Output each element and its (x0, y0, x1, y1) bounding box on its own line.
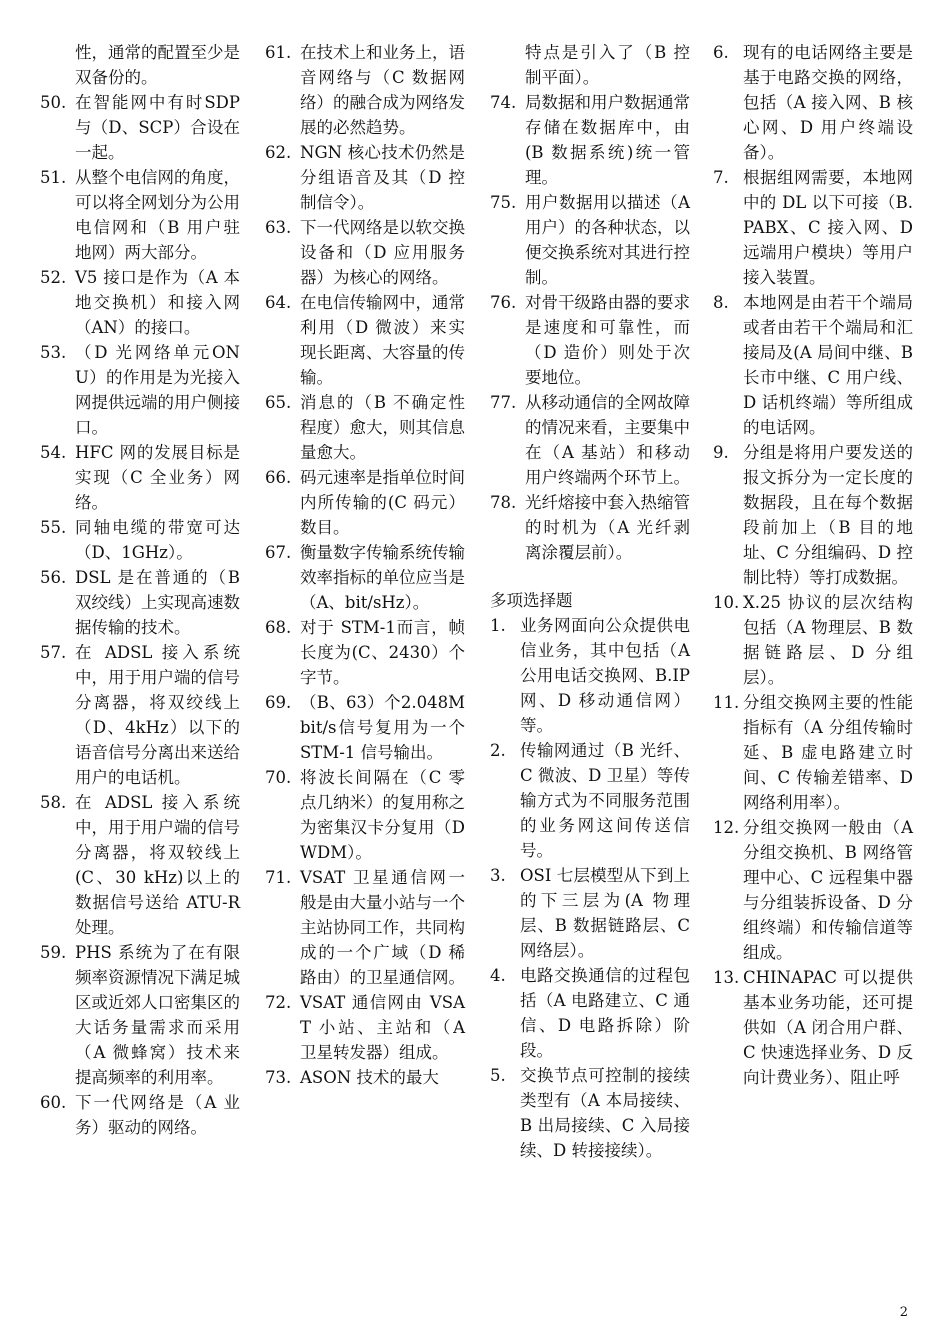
question-number: 6. (713, 43, 729, 62)
question-item (713, 815, 913, 965)
question-number: 67. (265, 543, 292, 562)
question-item (490, 963, 690, 1063)
question-text: （B、63）个2.048Mbit/s信号复用为一个 STM-1 信号输出。 (300, 693, 465, 762)
question-text: ASON 技术的最大 (300, 1068, 439, 1087)
section-heading: 多项选择题 (490, 591, 573, 610)
question-text: 对骨干级路由器的要求是速度和可靠性，而（D 造价）则处于次要地位。 (525, 293, 690, 387)
question-text: VSAT 卫星通信网一般是由大量小站与一个主站协同工作，共同构成的一个广域（D 稀路由）的卫星通信网。 (300, 868, 465, 987)
question-text: 交换节点可控制的接续类型有（A 本局接续、B 出局接续、C 入局接续、D 转接接续）。 (520, 1066, 690, 1160)
question-item (40, 440, 240, 515)
question-number: 4. (490, 966, 506, 985)
question-item (265, 290, 465, 390)
column-3 (490, 40, 690, 1163)
question-item (713, 590, 913, 690)
question-number: 78. (490, 493, 517, 512)
question-number: 74. (490, 93, 517, 112)
question-number: 5. (490, 1066, 506, 1085)
question-text: 同轴电缆的带宽可达（D、1GHz）。 (75, 518, 240, 562)
question-number: 72. (265, 993, 292, 1012)
question-item (265, 865, 465, 990)
question-item (40, 40, 240, 90)
question-item (40, 565, 240, 640)
question-text: 局数据和用户数据通常存储在数据库中，由(B 数据系统)统一管理。 (525, 93, 690, 187)
question-item (265, 540, 465, 615)
question-number: 66. (265, 468, 292, 487)
question-number: 73. (265, 1068, 292, 1087)
question-text: 在 ADSL 接入系统中，用于用户端的信号分离器，将双绞线上（D、4kHz）以下的语音信号分离出来送给用户的电话机。 (75, 643, 240, 787)
question-text: 光纤熔接中套入热缩管的时机为（A 光纤剥离涂覆层前）。 (525, 493, 690, 562)
question-text: 用户数据用以描述（A 用户）的各种状态，以便交换系统对其进行控制。 (525, 193, 690, 287)
question-text: 性，通常的配置至少是双备份的。 (75, 43, 240, 87)
question-number: 56. (40, 568, 67, 587)
question-text: 下一代网络是以软交换设备和（D 应用服务器）为核心的网络。 (300, 218, 465, 287)
question-text: V5 接口是作为（A 本地交换机）和接入网（AN）的接口。 (75, 268, 240, 337)
question-text: VSAT 通信网由 VSAT 小站、主站和（A 卫星转发器）组成。 (300, 993, 465, 1062)
question-text: 在技术上和业务上，语音网络与（C 数据网络）的融合成为网络发展的必然趋势。 (300, 43, 465, 137)
question-item (490, 490, 690, 565)
question-item (713, 690, 913, 815)
question-number: 76. (490, 293, 517, 312)
question-item (265, 390, 465, 465)
question-text: NGN 核心技术仍然是分组语音及其（D 控制信令）。 (300, 143, 465, 212)
question-item (265, 40, 465, 140)
question-text: DSL 是在普通的（B 双绞线）上实现高速数据传输的技术。 (75, 568, 240, 637)
question-text: 本地网是由若干个端局或者由若干个端局和汇接局及(A 局间中继、B 长市中继、C 用户线、D 话机终端）等所组成的电话网。 (743, 293, 913, 437)
question-text: 根据组网需要，本地网中的 DL 以下可接（B.PABX、C 接入网、D 远端用户模块）等用户接入装置。 (743, 168, 913, 287)
question-number: 75. (490, 193, 517, 212)
question-item (713, 440, 913, 590)
question-number: 60. (40, 1093, 67, 1112)
question-text: 业务网面向公众提供电信业务，其中包括（A 公用电话交换网、B.IP 网、D 移动通信网）等。 (520, 616, 690, 735)
question-number: 63. (265, 218, 292, 237)
question-text: 从移动通信的全网故障的情况来看，主要集中在（A 基站）和移动用户终端两个环节上。 (525, 393, 690, 487)
question-number: 58. (40, 793, 67, 812)
question-text: CHINAPAC 可以提供基本业务功能，还可提供如（A 闭合用户群、C 快速选择业务、D 反向计费业务）、阻止呼 (743, 968, 913, 1087)
question-item (490, 390, 690, 490)
question-item (713, 165, 913, 290)
question-number: 13. (713, 968, 740, 987)
question-item (265, 1065, 465, 1090)
question-text: X.25 协议的层次结构包括（A 物理层、B 数据链路层、D 分组层）。 (743, 593, 913, 687)
question-item (490, 863, 690, 963)
question-number: 8. (713, 293, 729, 312)
question-number: 12. (713, 818, 740, 837)
question-item (40, 165, 240, 265)
question-number: 69. (265, 693, 292, 712)
question-item (40, 790, 240, 940)
question-text: 分组交换网一般由（A 分组交换机、B 网络管理中心、C 远程集中器与分组装拆设备、D 分组终端）和传输信道等组成。 (743, 818, 913, 962)
question-number: 9. (713, 443, 729, 462)
question-item (713, 40, 913, 165)
question-item (265, 765, 465, 865)
column-1 (40, 40, 240, 1140)
question-text: 分组交换网主要的性能指标有（A 分组传输时延、B 虚电路建立时间、C 传输差错率、D 网络利用率）。 (743, 693, 913, 812)
question-text: 下一代网络是（A 业务）驱动的网络。 (75, 1093, 240, 1137)
question-item (40, 1090, 240, 1140)
question-number: 7. (713, 168, 729, 187)
question-text: OSI 七层模型从下到上的下三层为(A 物理层、B 数据链路层、C 网络层）。 (520, 866, 690, 960)
question-number: 57. (40, 643, 67, 662)
page-number: 2 (899, 1305, 908, 1320)
question-text: HFC 网的发展目标是实现（C 全业务）网络。 (75, 443, 240, 512)
question-item (265, 215, 465, 290)
question-item (265, 140, 465, 215)
question-text: 在智能网中有时SDP与（D、SCP）合设在一起。 (75, 93, 240, 162)
question-number: 62. (265, 143, 292, 162)
question-text: 对于 STM-1而言，帧长度为(C、2430）个字节。 (300, 618, 465, 687)
question-number: 65. (265, 393, 292, 412)
question-number: 1. (490, 616, 506, 635)
question-text: 分组是将用户要发送的报文拆分为一定长度的数据段，且在每个数据段前加上（B 目的地址、C 分组编码、D 控制比特）等打成数据。 (743, 443, 913, 587)
question-number: 55. (40, 518, 67, 537)
question-number: 71. (265, 868, 292, 887)
question-item (713, 290, 913, 440)
question-item (490, 90, 690, 190)
question-item (265, 465, 465, 540)
question-number: 51. (40, 168, 67, 187)
question-text: 特点是引入了（B 控制平面）。 (525, 43, 690, 87)
question-number: 61. (265, 43, 292, 62)
question-number: 52. (40, 268, 67, 287)
question-text: 在电信传输网中，通常利用（D 微波）来实现长距离、大容量的传输。 (300, 293, 465, 387)
question-item (490, 1063, 690, 1163)
question-text: 将波长间隔在（C 零点几纳米）的复用称之为密集汉卡分复用（DWDM）。 (300, 768, 465, 862)
question-item (40, 340, 240, 440)
question-text: 电路交换通信的过程包括（A 电路建立、C 通信、D 电路拆除）阶段。 (520, 966, 690, 1060)
question-number: 50. (40, 93, 67, 112)
question-item (490, 738, 690, 863)
question-item (40, 515, 240, 565)
question-number: 59. (40, 943, 67, 962)
question-number: 70. (265, 768, 292, 787)
question-item (40, 640, 240, 790)
question-number: 3. (490, 866, 506, 885)
question-text: 从整个电信网的角度，可以将全网划分为公用电信网和（B 用户驻地网）两大部分。 (75, 168, 240, 262)
question-text: 消息的（B 不确定性程度）愈大，则其信息量愈大。 (300, 393, 465, 462)
question-text: 在 ADSL 接入系统中，用于用户端的信号分离器，将双较线上(C、30 kHz)以上的数据信号送给 ATU-R 处理。 (75, 793, 240, 937)
question-number: 11. (713, 693, 740, 712)
question-number: 54. (40, 443, 67, 462)
question-number: 68. (265, 618, 292, 637)
question-number: 64. (265, 293, 292, 312)
question-text: 码元速率是指单位时间内所传输的(C 码元）数目。 (300, 468, 465, 537)
question-item (490, 290, 690, 390)
question-item (490, 613, 690, 738)
question-item (713, 965, 913, 1090)
question-item (490, 40, 690, 90)
column-4 (713, 40, 913, 1090)
question-item (265, 690, 465, 765)
question-text: 现有的电话网络主要是基于电路交换的网络，包括（A 接入网、B 核心网、D 用户终端设备）。 (743, 43, 913, 162)
question-item (40, 940, 240, 1090)
question-number: 53. (40, 343, 67, 362)
question-item (490, 190, 690, 290)
question-number: 77. (490, 393, 517, 412)
question-item (265, 615, 465, 690)
question-item (265, 990, 465, 1065)
question-item (40, 90, 240, 165)
question-text: （D 光网络单元ONU）的作用是为光接入网提供远端的用户侧接口。 (75, 343, 240, 437)
question-text: 传输网通过（B 光纤、C 微波、D 卫星）等传输方式为不同服务范围的业务网这间传送信号。 (520, 741, 690, 860)
question-number: 2. (490, 741, 506, 760)
column-2 (265, 40, 465, 1090)
question-number: 10. (713, 593, 740, 612)
question-text: PHS 系统为了在有限频率资源情况下满足城区或近郊人口密集区的大话务量需求而采用（A 微蜂窝）技术来提高频率的利用率。 (75, 943, 240, 1087)
question-text: 衡量数字传输系统传输效率指标的单位应当是（A、bit/sHz）。 (300, 543, 465, 612)
question-item (40, 265, 240, 340)
